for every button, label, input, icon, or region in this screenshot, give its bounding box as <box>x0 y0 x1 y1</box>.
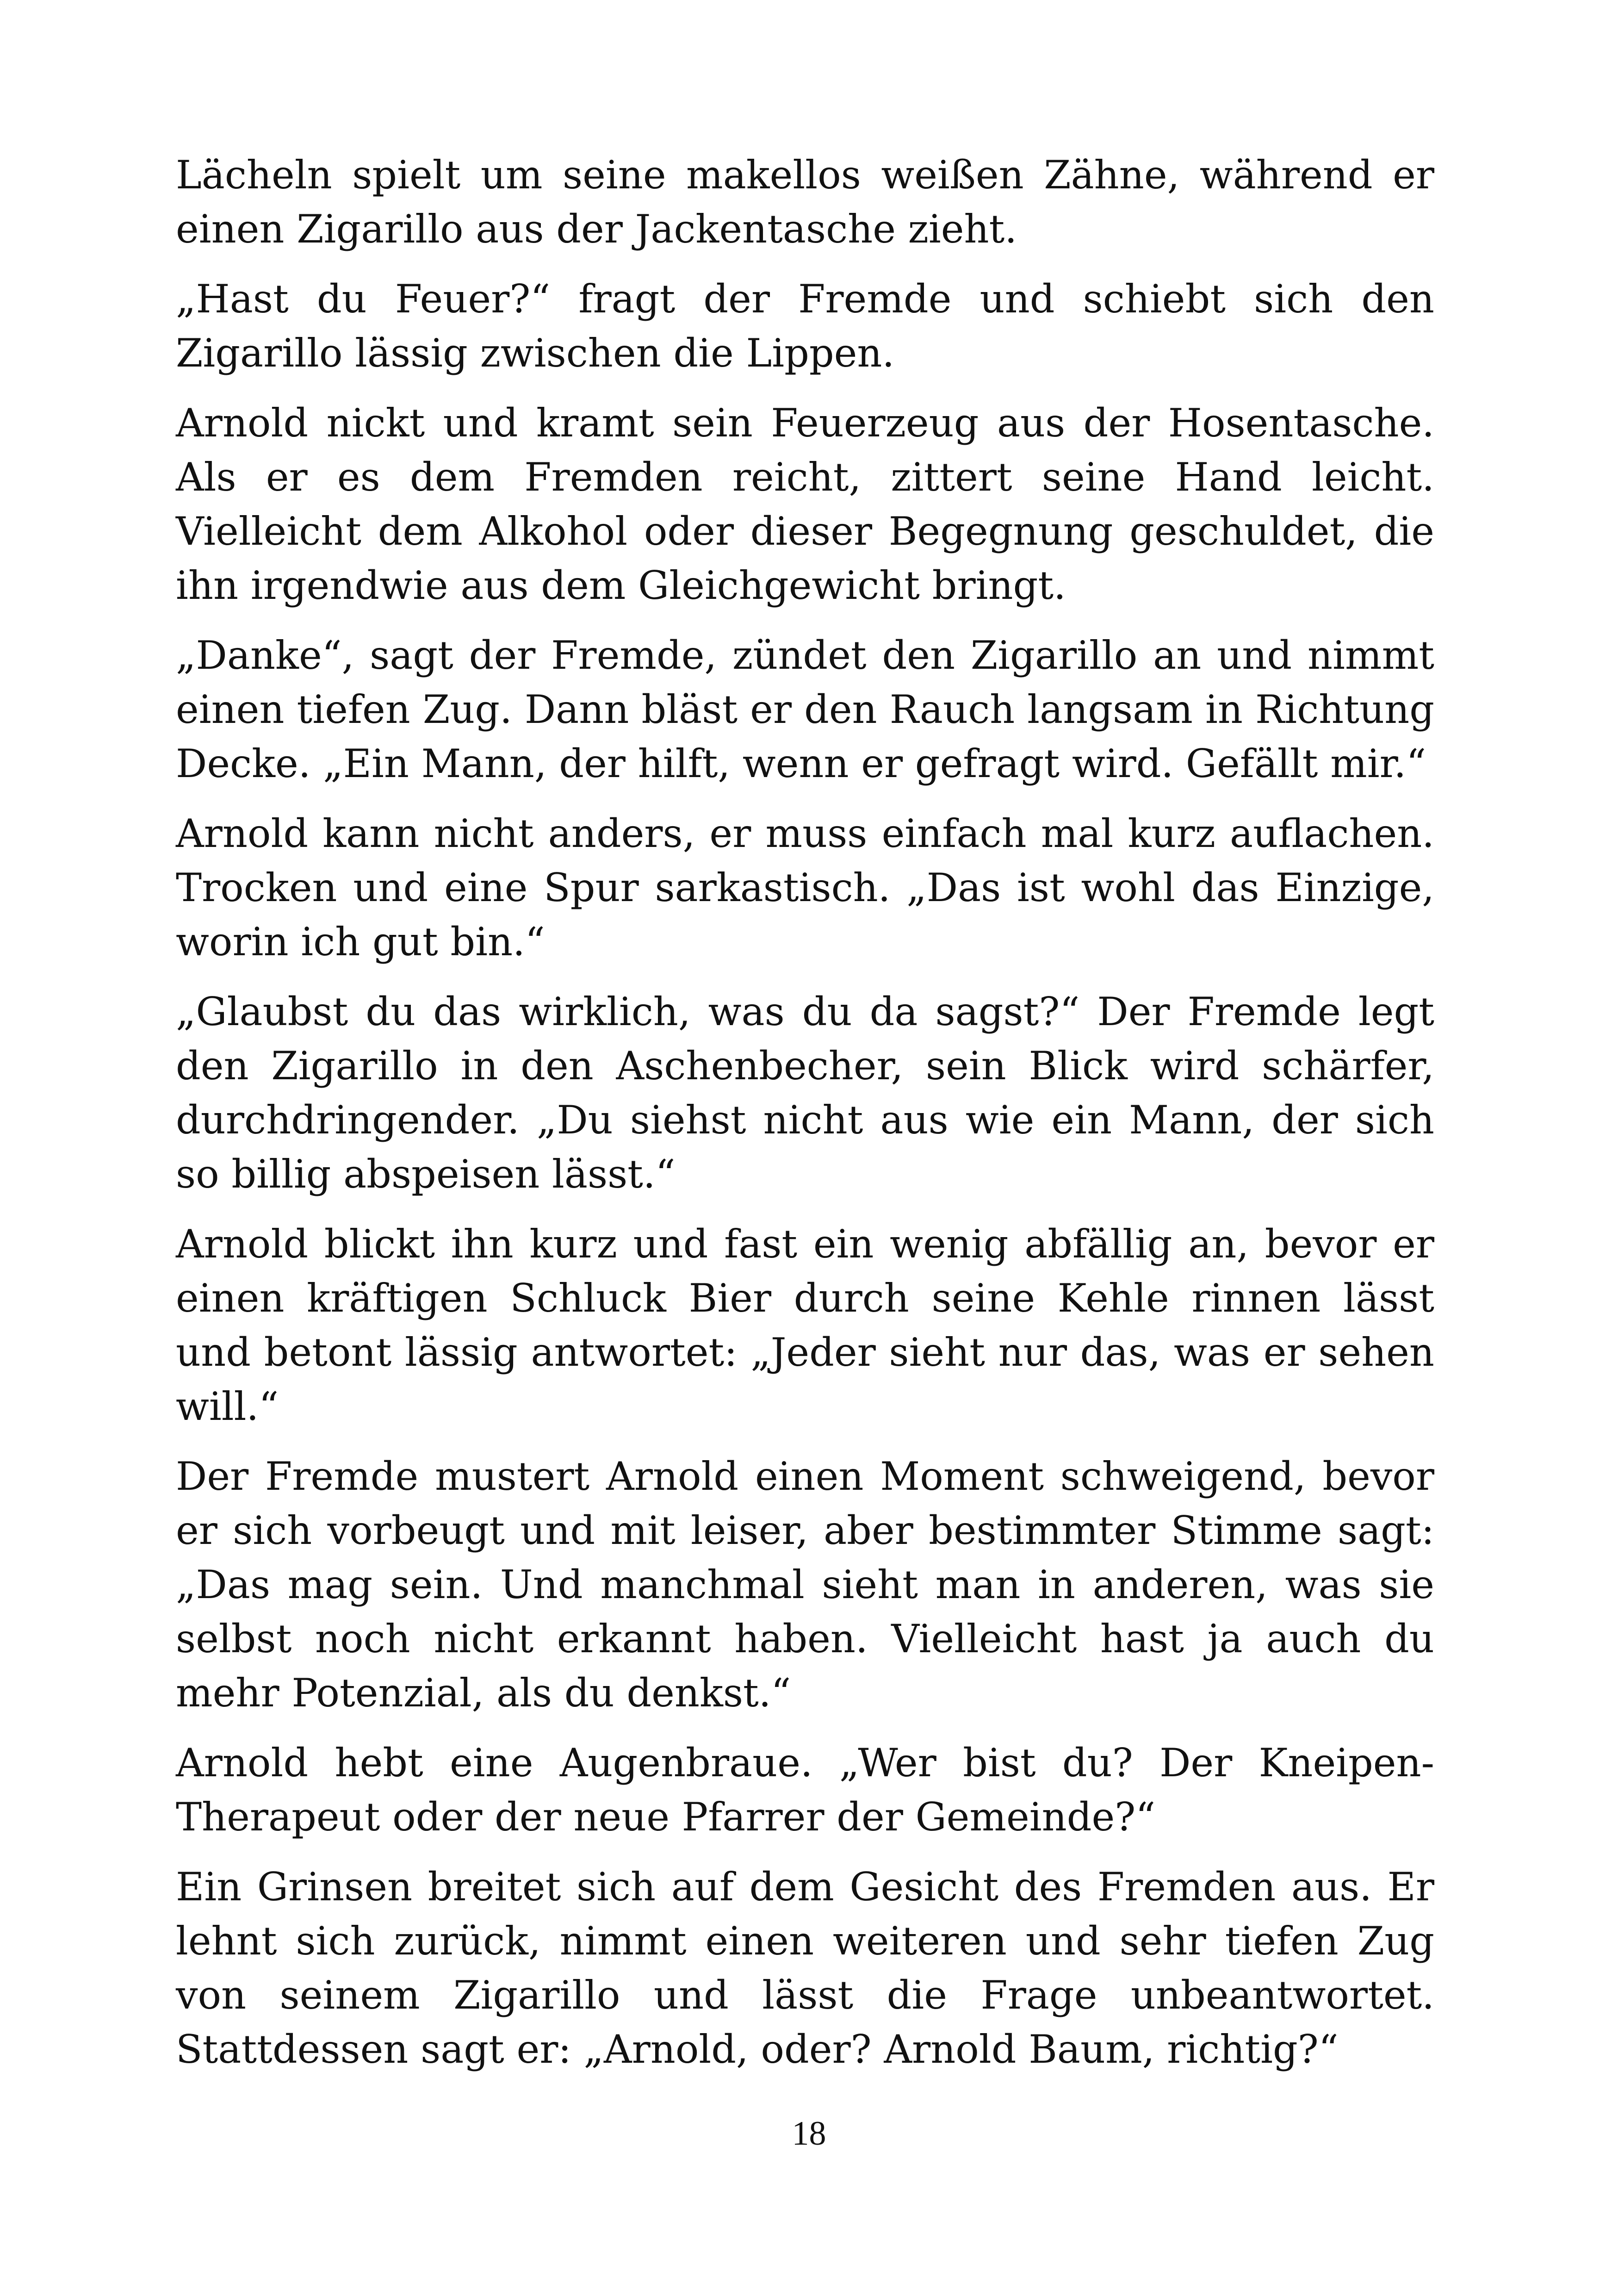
paragraph-5: Arnold kann nicht anders, er muss einfach mal kurz auflachen. Trocken und eine Spur sarkastisch. „Das ist wohl das Einzige, worin ich gut bin.“ <box>176 811 1434 964</box>
body-text <box>176 148 1434 2092</box>
paragraph-2: „Hast du Feuer?“ fragt der Fremde und schiebt sich den Zigarillo lässig zwischen die Lippen. <box>176 276 1434 376</box>
paragraph-1: Lächeln spielt um seine makellos weißen Zähne, während er einen Zigarillo aus der Jackentasche zieht. <box>176 152 1434 252</box>
paragraph-4: „Danke“, sagt der Fremde, zündet den Zigarillo an und nimmt einen tiefen Zug. Dann bläst er den Rauch langsam in Richtung Decke. „Ein Mann, der hilft, wenn er gefragt wird. Gefällt mir.“ <box>176 633 1434 786</box>
page-number: 18 <box>792 2115 826 2153</box>
paragraph-8: Der Fremde mustert Arnold einen Moment schweigend, bevor er sich vorbeugt und mit leiser, aber bestimmter Stimme sagt: „Das mag sein. Und manchmal sieht man in anderen, was sie selbst noch nicht erkannt haben. Vielleicht hast ja auch du mehr Potenzial, als du denkst.“ <box>176 1454 1434 1716</box>
paragraph-3: Arnold nickt und kramt sein Feuerzeug aus der Hosentasche. Als er es dem Fremden reicht, zittert seine Hand leicht. Vielleicht dem Alkohol oder dieser Begegnung geschuldet, die ihn irgendwie aus dem Gleichgewicht bringt. <box>176 400 1434 608</box>
paragraph-7: Arnold blickt ihn kurz und fast ein wenig abfällig an, bevor er einen kräftigen Schluck Bier durch seine Kehle rinnen lässt und betont lässig antwortet: „Jeder sieht nur das, was er sehen will.“ <box>176 1221 1434 1429</box>
paragraph-10: Ein Grinsen breitet sich auf dem Gesicht des Fremden aus. Er lehnt sich zurück, nimmt einen weiteren und sehr tiefen Zug von seinem Zigarillo und lässt die Frage unbeantwortet. Stattdessen sagt er: „Arnold, oder? Arnold Baum, richtig?“ <box>176 1864 1434 2072</box>
paragraph-6: „Glaubst du das wirklich, was du da sagst?“ Der Fremde legt den Zigarillo in den Aschenbecher, sein Blick wird schärfer, durchdringender. „Du siehst nicht aus wie ein Mann, der sich so billig abspeisen lässt.“ <box>176 989 1434 1197</box>
paragraph-9: Arnold hebt eine Augenbraue. „Wer bist du? Der Kneipen-Therapeut oder der neue Pfarrer der Gemeinde?“ <box>176 1740 1434 1840</box>
